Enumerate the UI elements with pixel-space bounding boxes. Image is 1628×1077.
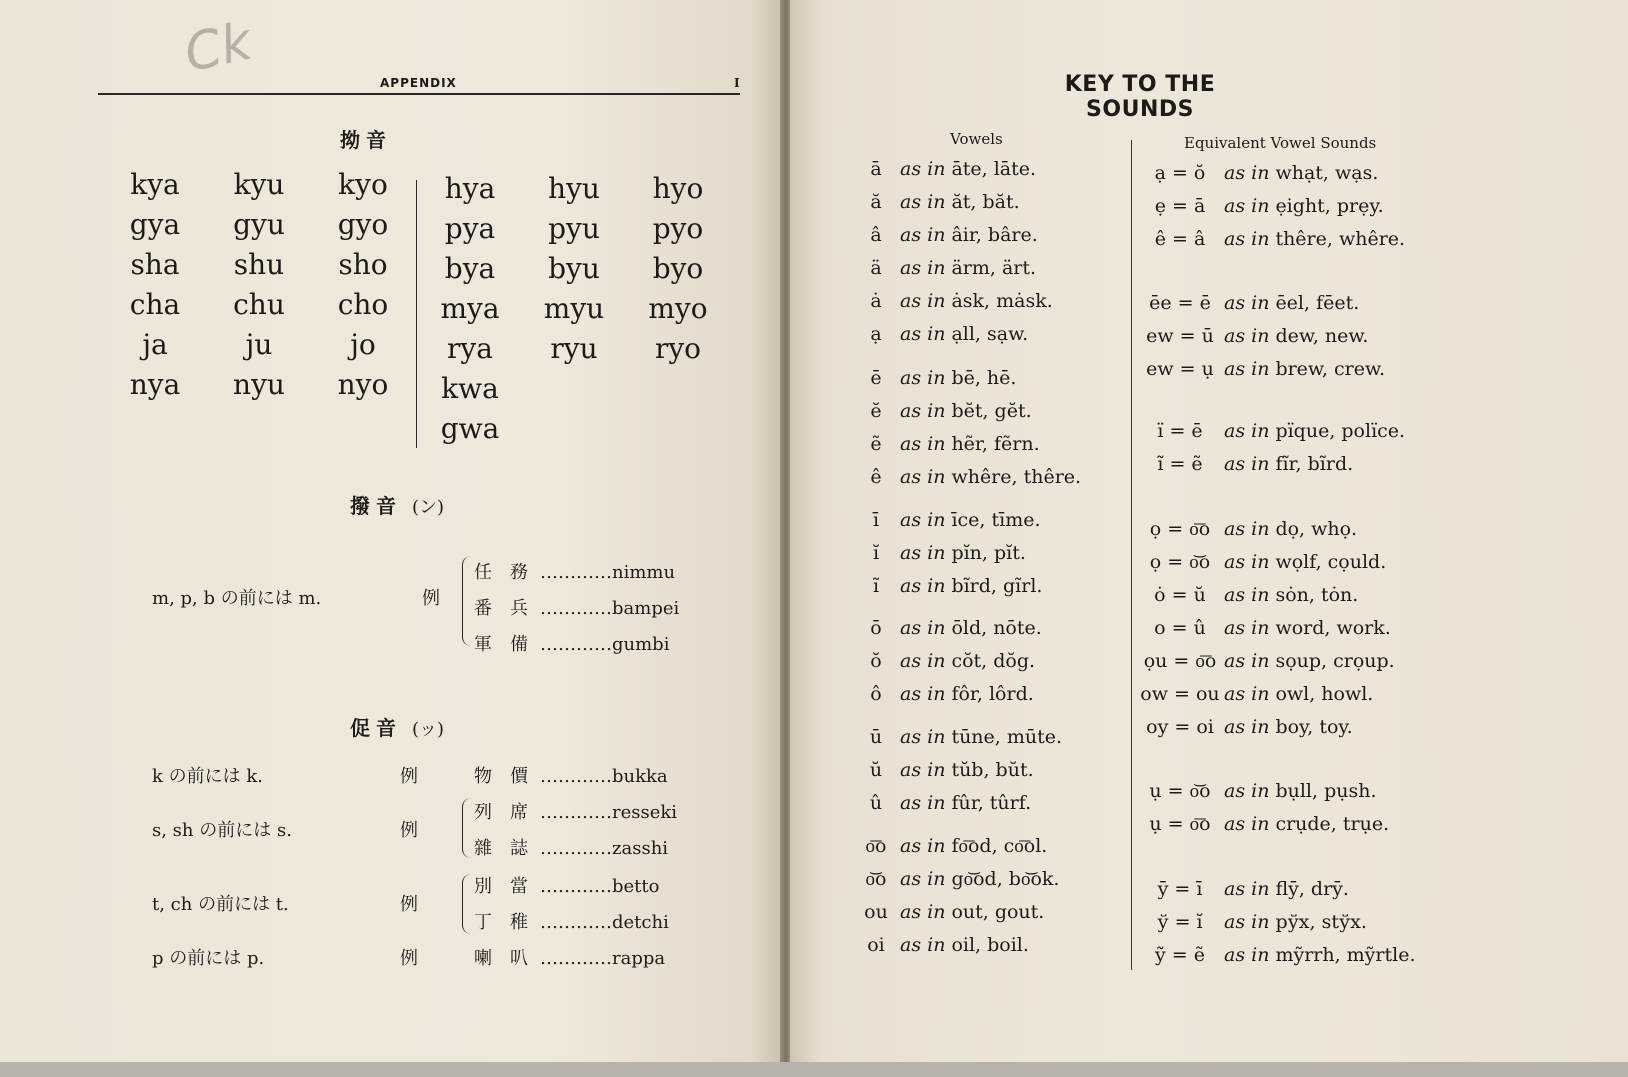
equivalent-example: dọ, whọ. [1275, 518, 1358, 540]
youon-syllable: sho [338, 248, 388, 281]
vowel-example: bē, hē. [951, 367, 1017, 389]
vowel-entry [852, 367, 1016, 389]
equivalent-example: thêre, whêre. [1275, 228, 1406, 250]
vowel-symbol: ĕ [870, 400, 882, 422]
as-in-label: as in [900, 792, 946, 814]
equivalents-heading: Equivalent Vowel Sounds [1184, 134, 1377, 152]
equivalent-example: wọlf, cọuld. [1275, 551, 1387, 573]
page-title: KEY TO THE SOUNDS [1064, 72, 1216, 122]
equivalent-entry [1136, 162, 1378, 184]
youon-syllable: nya [129, 368, 181, 401]
as-in-label: as in [1224, 518, 1270, 540]
vowel-example: fôr, lôrd. [951, 683, 1034, 705]
hatsuon-brace [462, 556, 471, 646]
vowel-example: ạll, sạw. [951, 323, 1029, 345]
equivalent-entry [1136, 358, 1385, 380]
vowel-entry [852, 650, 1035, 672]
youon-syllable: cha [129, 288, 181, 321]
equivalent-example: ẹight, prẹy. [1275, 195, 1384, 217]
sokuon-rule: t, ch の前には t. [152, 894, 289, 915]
as-in-label: as in [900, 934, 946, 956]
vowel-example: out, gout. [951, 901, 1045, 923]
as-in-label: as in [1224, 683, 1270, 705]
equivalent-example: crụde, trụe. [1275, 813, 1390, 835]
youon-syllable: jo [350, 328, 376, 361]
sokuon-title: 促音 (ッ) [350, 716, 445, 740]
example-romaji: betto [612, 876, 660, 897]
vowel-symbol: ă [870, 191, 882, 213]
equivalent-entry [1136, 518, 1357, 541]
youon-syllable: bya [444, 252, 496, 285]
vowel-example: āte, lāte. [951, 158, 1037, 180]
vowel-example: fûr, tûrf. [951, 792, 1032, 814]
as-in-label: as in [900, 509, 946, 531]
equivalent-symbol: ọu = o͞o [1143, 650, 1217, 672]
youon-syllable: kwa [441, 372, 499, 405]
vowel-example: ȧsk, mȧsk. [951, 290, 1053, 312]
as-in-label: as in [1224, 650, 1270, 672]
example-leader: ………… [540, 948, 612, 969]
youon-syllable: kyo [338, 168, 388, 201]
equivalent-example: word, work. [1275, 617, 1391, 639]
as-in-label: as in [1224, 813, 1270, 835]
equivalent-entry [1136, 716, 1353, 738]
sokuon-brace-t [462, 874, 471, 934]
equivalent-symbol: ў = ĭ [1157, 911, 1203, 933]
example-kanji: 番 兵 [474, 598, 528, 619]
youon-title: 拗音 [340, 128, 392, 152]
equivalent-entry [1136, 420, 1405, 442]
equivalent-symbol: ụ = o͝o [1149, 780, 1211, 802]
example-romaji: rappa [612, 948, 666, 969]
vowel-entry [852, 542, 1026, 564]
as-in-label: as in [900, 683, 946, 705]
youon-syllable: chu [233, 288, 285, 321]
example-leader: ………… [540, 634, 612, 655]
running-header: APPENDIX [380, 76, 457, 90]
vowel-symbol: o͞o [865, 835, 887, 857]
youon-syllable: cho [337, 288, 389, 321]
as-in-label: as in [1224, 195, 1270, 217]
example-kanji: 雜 誌 [474, 838, 528, 859]
equivalent-example: whạt, wạs. [1275, 162, 1379, 184]
vowel-entry [852, 683, 1034, 705]
equivalent-symbol: ọ = o͞o [1149, 518, 1211, 540]
example-romaji: bampei [612, 598, 680, 619]
vowel-symbol: ẽ [870, 433, 882, 455]
vowel-entry [852, 617, 1042, 639]
vowel-symbol: û [869, 792, 883, 814]
example-romaji: detchi [612, 912, 669, 933]
equivalent-symbol: ĩ = ẽ [1157, 453, 1203, 475]
vowel-symbol: ô [870, 683, 882, 705]
as-in-label: as in [1224, 162, 1270, 184]
youon-syllable: myu [543, 292, 605, 325]
vowel-example: tŭb, bŭt. [951, 759, 1034, 781]
equivalent-symbol: ew = ụ [1146, 358, 1214, 380]
youon-syllable: ju [245, 328, 273, 361]
sokuon-rei: 例 [400, 948, 418, 969]
vowel-symbol: ou [864, 901, 888, 923]
equivalent-example: dew, new. [1275, 325, 1369, 347]
example-entry [474, 908, 704, 934]
vowel-entry [852, 934, 1029, 956]
pencil-note: Ck [179, 11, 257, 85]
example-kanji: 列 席 [474, 802, 528, 823]
equivalent-symbol: ẹ = ā [1154, 195, 1206, 217]
as-in-label: as in [1224, 584, 1270, 606]
example-leader: ………… [540, 838, 612, 859]
example-entry [474, 594, 704, 620]
as-in-label: as in [900, 290, 946, 312]
example-romaji: zasshi [612, 838, 669, 859]
as-in-label: as in [900, 400, 946, 422]
youon-syllable: nyu [233, 368, 285, 401]
example-kanji: 丁 稚 [474, 912, 528, 933]
youon-syllable: byu [548, 252, 600, 285]
as-in-label: as in [1224, 228, 1270, 250]
youon-syllable: kyu [233, 168, 285, 201]
vowel-entry [852, 835, 1047, 858]
vowel-example: go͝od, bo͝ok. [951, 868, 1060, 890]
example-leader: ………… [540, 912, 612, 933]
example-romaji: gumbi [612, 634, 670, 655]
equivalent-symbol: ew = ū [1146, 325, 1214, 347]
vowel-example: ärm, ärt. [951, 257, 1037, 279]
youon-syllable: pya [444, 212, 496, 245]
equivalent-entry [1136, 584, 1358, 606]
hatsuon-title: 撥音 (ン) [350, 494, 445, 518]
equivalent-entry [1136, 325, 1368, 347]
youon-syllable: byo [652, 252, 704, 285]
vowel-example: hẽr, fẽrn. [951, 433, 1040, 455]
header-rule [98, 93, 740, 95]
vowel-entry [852, 257, 1036, 279]
as-in-label: as in [1224, 617, 1270, 639]
youon-syllable: ryo [654, 332, 702, 365]
example-romaji: bukka [612, 766, 668, 787]
example-entry [474, 558, 704, 584]
vowel-symbol: ŭ [869, 759, 883, 781]
equivalent-symbol: ọ = o͝o [1149, 551, 1211, 573]
equivalent-entry [1136, 878, 1349, 900]
as-in-label: as in [1224, 944, 1270, 966]
as-in-label: as in [900, 224, 946, 246]
vowel-entry [852, 158, 1036, 180]
as-in-label: as in [900, 323, 946, 345]
equivalent-symbol: ỹ = ẽ [1155, 944, 1205, 966]
as-in-label: as in [900, 367, 946, 389]
equivalent-entry [1136, 911, 1367, 933]
equivalent-example: pïque, polïce. [1275, 420, 1406, 442]
youon-syllable: hya [444, 172, 496, 205]
vowel-entry [852, 290, 1053, 312]
as-in-label: as in [1224, 551, 1270, 573]
equivalent-entry [1136, 453, 1353, 475]
as-in-label: as in [900, 650, 946, 672]
example-entry [474, 944, 704, 970]
page-number: I [734, 76, 740, 90]
example-leader: ………… [540, 802, 612, 823]
equivalent-example: flȳ, drȳ. [1275, 878, 1349, 900]
vowels-heading: Vowels [950, 130, 1003, 148]
example-entry [474, 798, 704, 824]
example-kanji: 任 務 [474, 562, 528, 583]
left-page [0, 0, 782, 1062]
vowel-symbol: ā [870, 158, 882, 180]
as-in-label: as in [1224, 878, 1270, 900]
example-entry [474, 762, 704, 788]
as-in-label: as in [1224, 780, 1270, 802]
equivalent-entry [1136, 292, 1359, 314]
youon-syllable: mya [440, 292, 500, 325]
example-kanji: 軍 備 [474, 634, 528, 655]
vowel-symbol: o͝o [865, 868, 887, 890]
equivalent-example: sọup, crọup. [1275, 650, 1395, 672]
sokuon-rule: p の前には p. [152, 948, 265, 969]
as-in-label: as in [900, 191, 946, 213]
as-in-label: as in [1224, 716, 1270, 738]
vowel-symbol: ĭ [872, 542, 880, 564]
equivalent-entry [1136, 650, 1395, 673]
vowel-example: pĭn, pĭt. [951, 542, 1026, 564]
example-leader: ………… [540, 876, 612, 897]
equivalent-symbol: ȯ = ŭ [1154, 584, 1206, 606]
youon-syllable: kya [130, 168, 180, 201]
vowel-example: whêre, thêre. [951, 466, 1082, 488]
example-kanji: 物 價 [474, 766, 528, 787]
equivalent-entry [1136, 683, 1373, 705]
youon-syllable: shu [233, 248, 285, 281]
example-leader: ………… [540, 598, 612, 619]
equivalent-entry [1136, 551, 1386, 574]
youon-syllable: gwa [440, 412, 500, 445]
vowel-entry [852, 224, 1038, 246]
sokuon-rei: 例 [400, 766, 418, 787]
equivalent-symbol: ȳ = ī [1157, 878, 1203, 900]
sokuon-brace-s [462, 798, 471, 858]
youon-syllable: sha [130, 248, 180, 281]
vowel-example: âir, bâre. [951, 224, 1038, 246]
vowel-symbol: ȧ [870, 290, 882, 312]
vowel-entry [852, 726, 1062, 748]
example-kanji: 喇 叭 [474, 948, 528, 969]
as-in-label: as in [900, 617, 946, 639]
equivalent-example: boy, toy. [1275, 716, 1353, 738]
example-romaji: resseki [612, 802, 678, 823]
vowel-entry [852, 759, 1034, 781]
as-in-label: as in [900, 158, 946, 180]
equivalent-example: fĩr, bĩrd. [1275, 453, 1354, 475]
vowel-example: ōld, nōte. [951, 617, 1042, 639]
scan-bottom-edge [0, 1062, 1628, 1077]
as-in-label: as in [1224, 453, 1270, 475]
equivalent-example: owl, howl. [1275, 683, 1374, 705]
vowel-symbol: â [870, 224, 882, 246]
example-entry [474, 872, 704, 898]
sokuon-rei: 例 [400, 820, 418, 841]
vowel-symbol: ō [870, 617, 882, 639]
equivalent-symbol: o = û [1154, 617, 1206, 639]
as-in-label: as in [900, 542, 946, 564]
example-leader: ………… [540, 766, 612, 787]
youon-syllable: pyo [652, 212, 704, 245]
equivalent-symbol: ê = â [1154, 228, 1206, 250]
as-in-label: as in [1224, 911, 1270, 933]
vowel-symbol: ê [870, 466, 882, 488]
equivalent-symbol: ēe = ē [1149, 292, 1211, 314]
vowel-entry [852, 575, 1042, 597]
vowel-symbol: oi [867, 934, 885, 956]
equivalent-example: sȯn, tȯn. [1275, 584, 1359, 606]
youon-syllable: gya [129, 208, 181, 241]
youon-syllable: ja [142, 328, 168, 361]
vowel-symbol: ē [870, 367, 882, 389]
example-romaji: nimmu [612, 562, 676, 583]
equivalent-symbol: ï = ē [1157, 420, 1203, 442]
vowel-entry [852, 433, 1040, 455]
youon-syllable: hyu [548, 172, 600, 205]
equivalent-example: mỹrrh, mỹrtle. [1275, 944, 1416, 966]
as-in-label: as in [900, 466, 946, 488]
sokuon-rei: 例 [400, 894, 418, 915]
equivalent-entry [1136, 617, 1391, 639]
vowel-example: fo͞od, co͞ol. [951, 835, 1048, 857]
vowel-entry [852, 191, 1020, 213]
vowel-symbol: ū [869, 726, 883, 748]
vowel-example: tūne, mūte. [951, 726, 1063, 748]
equivalent-example: pўx, stўx. [1275, 911, 1367, 933]
hatsuon-rei: 例 [422, 588, 440, 609]
vowel-symbol: ŏ [870, 650, 882, 672]
equivalent-entry [1136, 944, 1416, 966]
as-in-label: as in [900, 257, 946, 279]
youon-syllable: rya [447, 332, 493, 365]
example-entry [474, 834, 704, 860]
as-in-label: as in [900, 901, 946, 923]
example-leader: ………… [540, 562, 612, 583]
as-in-label: as in [1224, 325, 1270, 347]
column-divider [1131, 140, 1132, 970]
vowel-entry [852, 323, 1028, 345]
sokuon-rule: k の前には k. [152, 766, 263, 787]
equivalent-entry [1136, 780, 1377, 803]
equivalent-entry [1136, 813, 1389, 836]
as-in-label: as in [900, 575, 946, 597]
as-in-label: as in [900, 433, 946, 455]
youon-syllable: nyo [337, 368, 389, 401]
as-in-label: as in [1224, 358, 1270, 380]
vowel-symbol: ạ [870, 323, 882, 345]
youon-syllable: hyo [652, 172, 704, 205]
vowel-entry [852, 466, 1081, 488]
example-kanji: 別 當 [474, 876, 528, 897]
vowel-example: bĕt, gĕt. [951, 400, 1032, 422]
as-in-label: as in [1224, 292, 1270, 314]
equivalent-symbol: ụ = o͞o [1149, 813, 1211, 835]
as-in-label: as in [900, 759, 946, 781]
hatsuon-rule: m, p, b の前には m. [152, 588, 322, 609]
vowel-example: ăt, băt. [951, 191, 1020, 213]
vowel-symbol: ĩ [872, 575, 880, 597]
vowel-example: cŏt, dŏg. [951, 650, 1036, 672]
youon-syllable: myo [648, 292, 708, 325]
as-in-label: as in [900, 868, 946, 890]
vowel-entry [852, 400, 1032, 422]
youon-syllable: pyu [548, 212, 600, 245]
equivalent-symbol: ow = ou [1140, 683, 1220, 705]
equivalent-example: brew, crew. [1275, 358, 1386, 380]
equivalent-entry [1136, 195, 1384, 217]
equivalent-symbol: ạ = ŏ [1154, 162, 1206, 184]
equivalent-symbol: oy = oi [1146, 716, 1214, 738]
youon-divider [416, 180, 417, 448]
as-in-label: as in [1224, 420, 1270, 442]
vowel-example: īce, tīme. [951, 509, 1041, 531]
youon-syllable: ryu [550, 332, 598, 365]
sokuon-rule: s, sh の前には s. [152, 820, 292, 841]
equivalent-example: ēel, fēet. [1275, 292, 1360, 314]
vowel-entry [852, 868, 1059, 891]
vowel-symbol: ī [872, 509, 880, 531]
as-in-label: as in [900, 835, 946, 857]
vowel-entry [852, 509, 1041, 531]
vowel-example: oil, boil. [951, 934, 1029, 956]
vowel-example: bĩrd, gĩrl. [951, 575, 1043, 597]
equivalent-example: bụll, pụsh. [1275, 780, 1377, 802]
youon-syllable: gyu [233, 208, 285, 241]
youon-syllable: gyo [337, 208, 389, 241]
equivalent-entry [1136, 228, 1405, 250]
as-in-label: as in [900, 726, 946, 748]
vowel-entry [852, 901, 1044, 923]
vowel-symbol: ä [870, 257, 882, 279]
vowel-entry [852, 792, 1031, 814]
example-entry [474, 630, 704, 656]
